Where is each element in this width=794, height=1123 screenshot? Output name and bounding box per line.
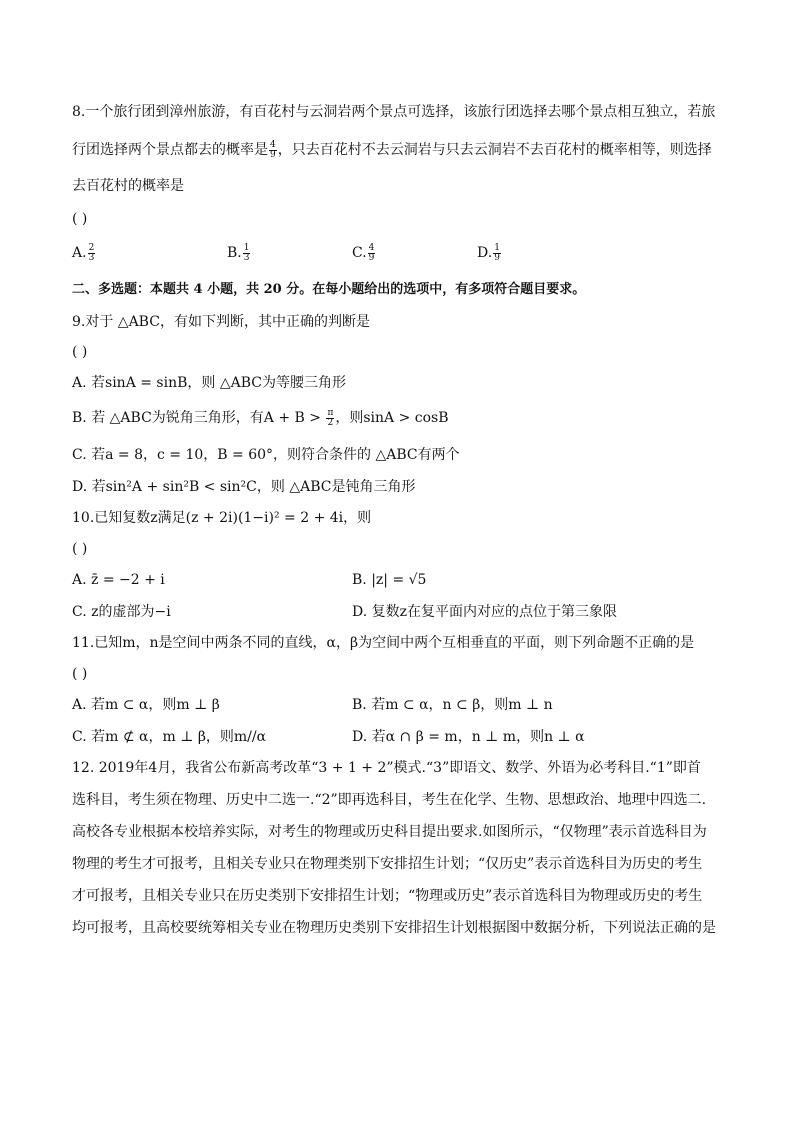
option-fraction bbox=[493, 244, 501, 263]
q9-b-b: ，则sinA > cosB bbox=[335, 410, 449, 426]
q12-line: 选科目，考生须在物理、历史中二选一.“2”即再选科目，考生在化学、生物、思想政治、地理中四选二. bbox=[72, 792, 707, 808]
frac-den: 3 bbox=[88, 252, 95, 263]
q9-option-c: C. 若a = 8，c = 10，B = 60°，则符合条件的 △ABC有两个 bbox=[72, 447, 460, 463]
q9-option-a: A. 若sinA = sinB，则 △ABC为等腰三角形 bbox=[72, 375, 346, 391]
frac-num: 1 bbox=[494, 242, 500, 253]
q11-option-a: A. 若m ⊂ α，则m ⊥ β bbox=[72, 697, 220, 713]
frac-den: 3 bbox=[243, 252, 250, 263]
q10-stem: 10.已知复数z满足(z + 2i)(1−i)² = 2 + 4i，则 bbox=[72, 510, 372, 526]
q8-option-a bbox=[72, 243, 96, 263]
option-label: A. bbox=[72, 245, 87, 261]
frac-den: 9 bbox=[494, 252, 500, 263]
q9-stem: 9.对于 △ABC，有如下判断，其中正确的判断是 bbox=[72, 314, 370, 330]
q9-option-b bbox=[72, 408, 449, 428]
q12-line: 均可报考，且高校要统筹相关专业在物理历史类别下安排招生计划根据图中数据分析，下列说法正确的是 bbox=[72, 920, 716, 936]
q8-fraction bbox=[269, 141, 277, 160]
q11-option-d: D. 若α ∩ β = m，n ⊥ m，则n ⊥ α bbox=[352, 729, 585, 745]
option-label: C. bbox=[352, 245, 367, 261]
frac-den: 2 bbox=[327, 417, 334, 428]
frac-num: π bbox=[327, 407, 334, 418]
frac-num: 2 bbox=[88, 242, 95, 253]
q8-line2 bbox=[72, 140, 712, 160]
option-fraction bbox=[88, 244, 96, 263]
q8-line1: 8.一个旅行团到漳州旅游，有百花村与云洞岩两个景点可选择，该旅行团选择去哪个景点相互独立，若旅 bbox=[72, 104, 716, 120]
q12-line: 高校各专业根据本校培养实际，对考生的物理或历史科目提出要求.如图所示，“仅物理”表示首选科目为 bbox=[72, 824, 707, 840]
q10-option-d: D. 复数z在复平面内对应的点位于第三象限 bbox=[352, 604, 618, 620]
frac-num: 1 bbox=[243, 242, 250, 253]
q12-line: 12. 2019年4月，我省公布新高考改革“3 + 1 + 2”模式.“3”即语文、数学、外语为必考科目.“1”即首 bbox=[72, 760, 701, 776]
q11-stem: 11.已知m，n是空间中两条不同的直线，α，β为空间中两个互相垂直的平面，则下列命题不正确的是 bbox=[72, 635, 695, 651]
option-fraction bbox=[243, 244, 251, 263]
q9-b-fraction bbox=[326, 409, 334, 428]
option-label: B. bbox=[227, 245, 242, 261]
section-heading: 二、多选题：本题共 4 小题，共 20 分。在每小题给出的选项中，有多项符合题目要求。 bbox=[72, 282, 586, 297]
frac-den: 9 bbox=[368, 252, 375, 263]
q10-option-a: A. z̄ = −2 + i bbox=[72, 572, 165, 588]
q9-paren: ( ) bbox=[72, 344, 88, 360]
option-fraction bbox=[368, 244, 376, 263]
q8-option-b bbox=[227, 243, 251, 263]
q8-line2-a: 行团选择两个景点都去的概率是 bbox=[72, 142, 268, 158]
q9-option-d: D. 若sin²A + sin²B < sin²C，则 △ABC是钝角三角形 bbox=[72, 479, 416, 495]
q10-paren: ( ) bbox=[72, 541, 88, 557]
q8-option-d bbox=[477, 243, 502, 263]
frac-num: 4 bbox=[368, 242, 375, 253]
q8-frac-num: 4 bbox=[270, 139, 276, 150]
option-label: D. bbox=[477, 245, 493, 261]
q11-paren: ( ) bbox=[72, 666, 88, 682]
q8-line2-b: ，只去百花村不去云洞岩与只去云洞岩不去百花村的概率相等，则选择 bbox=[277, 142, 712, 158]
q12-line: 物理的考生才可报考，且相关专业只在物理类别下安排招生计划；“仅历史”表示首选科目为历史的考生 bbox=[72, 856, 703, 872]
q9-b-a: B. 若 △ABC为锐角三角形，有A + B > bbox=[72, 410, 326, 426]
q8-line3: 去百花村的概率是 bbox=[72, 178, 184, 194]
q10-option-b: B. |z| = √5 bbox=[352, 572, 427, 588]
q8-frac-den: 9 bbox=[270, 149, 276, 160]
q11-option-b: B. 若m ⊂ α，n ⊂ β，则m ⊥ n bbox=[352, 697, 553, 713]
q8-paren: ( ) bbox=[72, 211, 88, 227]
q12-line: 才可报考，且相关专业只在历史类别下安排招生计划；“物理或历史”表示首选科目为物理或历史的考生 bbox=[72, 888, 703, 904]
q10-option-c: C. z的虚部为−i bbox=[72, 604, 171, 620]
q11-option-c: C. 若m ⊄ α，m ⊥ β，则m//α bbox=[72, 729, 267, 745]
q8-option-c bbox=[352, 243, 376, 263]
